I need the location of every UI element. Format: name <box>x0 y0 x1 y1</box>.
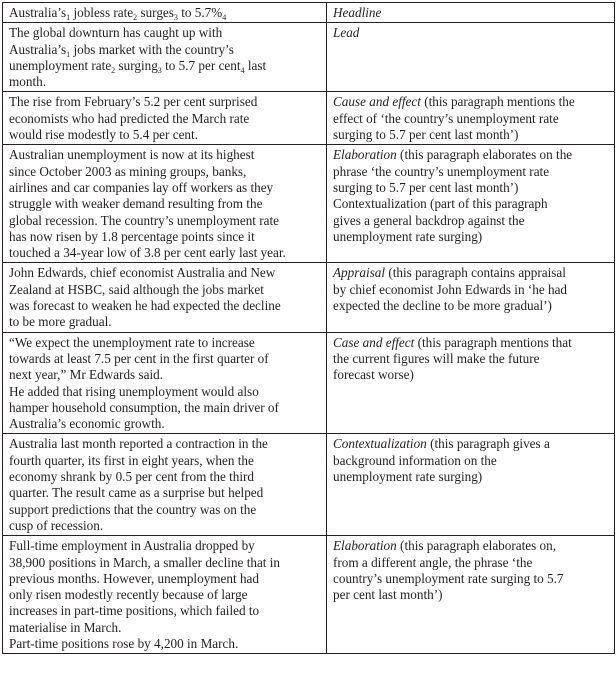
table-row <box>3 145 615 263</box>
analysis-text: the current figures will make the future <box>333 350 540 366</box>
analysis-text: (this paragraph elaborates on, <box>396 538 557 554</box>
move-label: Contextualization <box>333 436 427 452</box>
lead-label-cell <box>327 23 615 92</box>
analysis-line <box>333 367 608 383</box>
paragraph-text-cell <box>3 536 327 654</box>
analysis-line <box>333 164 608 180</box>
analysis-line <box>333 127 608 143</box>
move-label: Lead <box>333 25 360 41</box>
analysis-text: (this paragraph gives a <box>426 436 550 452</box>
analysis-cell <box>327 263 615 332</box>
analysis-line <box>333 196 608 212</box>
paragraph-line: touched a 34-year low of 3.8 per cent early last year. <box>9 245 286 261</box>
paragraph-line: Zealand at HSBC, said although the jobs market <box>9 281 264 297</box>
analysis-cell <box>327 92 615 145</box>
analysis-text: forecast worse) <box>333 367 414 383</box>
paragraph-line: only risen modestly recently because of large <box>9 587 248 603</box>
paragraph-line: fourth quarter, its first in eight years, when the <box>9 452 254 468</box>
paragraph-line: struggle with weaker demand resulting from the <box>9 196 263 212</box>
analysis-text: (this paragraph mentions the <box>420 94 575 110</box>
analysis-text: by chief economist John Edwards in ‘he had <box>333 281 568 297</box>
analysis-text: (this paragraph contains appraisal <box>385 265 566 281</box>
paragraph-line: Australian unemployment is now at its highest <box>9 147 255 163</box>
table-row <box>3 263 615 332</box>
discourse-analysis-table <box>2 2 615 654</box>
headline-text: $Australia’s_1$ jobless rate$_2$ surges$_3$ to $5.7\%_4$ <box>9 5 227 22</box>
table-row <box>3 434 615 536</box>
paragraph-line: would rise modestly to 5.4 per cent. <box>9 127 198 143</box>
analysis-text: background information on the <box>333 452 497 468</box>
paragraph-line: previous months. However, unemployment had <box>9 570 259 586</box>
analysis-line <box>333 453 608 469</box>
paragraph-line: support predictions that the country was on the <box>9 501 257 517</box>
paragraph-line: Part-time positions rose by 4,200 in March. <box>9 635 239 651</box>
analysis-text: per cent last month’) <box>333 587 443 603</box>
table-row-headline <box>3 3 615 23</box>
analysis-text: surging to 5.7 per cent last month’) <box>333 127 519 143</box>
analysis-line <box>333 180 608 196</box>
analysis-line <box>333 282 608 298</box>
move-label: Cause and effect <box>333 94 421 110</box>
paragraph-line: cusp of recession. <box>9 517 104 533</box>
paragraph-text-cell <box>3 92 327 145</box>
paragraph-line: to be more gradual. <box>9 314 112 330</box>
paragraph-line: “We expect the unemployment rate to increase <box>9 334 255 350</box>
analysis-cell <box>327 434 615 536</box>
paragraph-line: economy shrank by 0.5 per cent from the third <box>9 469 254 485</box>
move-label: Case and effect <box>333 334 415 350</box>
analysis-text: surging to 5.7 per cent last month’) <box>333 179 519 195</box>
paragraph-line: global recession. The country’s unemployment rate <box>9 212 280 228</box>
paragraph-line: Australia last month reported a contraction in the <box>9 436 268 452</box>
analysis-line <box>333 335 608 351</box>
analysis-text: effect of ‘the country’s unemployment rate <box>333 110 559 126</box>
lead-line: The global downturn has caught up with <box>9 25 223 41</box>
analysis-text: unemployment rate surging) <box>333 469 483 485</box>
move-label: Elaboration <box>333 538 397 554</box>
analysis-cell <box>327 332 615 434</box>
lead-line: unemployment rate$_2$ surging$_3$ to 5.7 per cent$_4$ last <box>9 57 267 75</box>
analysis-line <box>333 213 608 229</box>
analysis-line <box>333 111 608 127</box>
analysis-line <box>333 229 608 245</box>
table-row-lead <box>3 23 615 92</box>
paragraph-line: increases in part-time positions, which failed to <box>9 603 260 619</box>
analysis-text: (this paragraph mentions that <box>414 334 572 350</box>
paragraph-line: was forecast to weaken he had expected the decline <box>9 298 281 314</box>
analysis-cell <box>327 145 615 263</box>
paragraph-text-cell <box>3 434 327 536</box>
move-label: Appraisal <box>333 265 386 281</box>
headline-label-cell <box>327 3 615 23</box>
analysis-line <box>333 94 608 110</box>
analysis-line <box>333 265 608 281</box>
analysis-text: (this paragraph elaborates on the <box>396 147 573 163</box>
paragraph-line: towards at least 7.5 per cent in the first quarter of <box>9 350 269 366</box>
paragraph-text-cell <box>3 332 327 434</box>
paragraph-line: airlines and car companies lay off workers as they <box>9 179 274 195</box>
lead-line: month. <box>9 74 46 90</box>
paragraph-text-cell <box>3 263 327 332</box>
analysis-line <box>333 571 608 587</box>
move-label: Headline <box>333 5 382 20</box>
analysis-line <box>333 436 608 452</box>
paragraph-line: economists who had predicted the March rate <box>9 110 250 126</box>
paragraph-line: hamper household consumption, the main driver of <box>9 399 279 415</box>
analysis-text: unemployment rate surging) <box>333 228 483 244</box>
analysis-line <box>333 538 608 554</box>
analysis-cell <box>327 536 615 654</box>
table-row <box>3 332 615 434</box>
analysis-text: from a different angle, the phrase ‘the <box>333 554 533 570</box>
paragraph-line: materialise in March. <box>9 619 122 635</box>
paragraph-line: since October 2003 as mining groups, banks, <box>9 163 247 179</box>
analysis-text: phrase ‘the country’s unemployment rate <box>333 163 550 179</box>
headline-text-cell <box>3 3 327 23</box>
paragraph-line: has now risen by 1.8 percentage points since it <box>9 228 255 244</box>
paragraph-line: Australia’s economic growth. <box>9 416 165 432</box>
paragraph-line: Full-time employment in Australia dropped by <box>9 538 255 554</box>
lead-text-cell <box>3 23 327 92</box>
table-row <box>3 92 615 145</box>
paragraph-line: He added that rising unemployment would also <box>9 383 259 399</box>
analysis-text: gives a general backdrop against the <box>333 212 525 228</box>
analysis-line <box>333 351 608 367</box>
analysis-line <box>333 555 608 571</box>
paragraph-line: The rise from February’s 5.2 per cent surprised <box>9 94 258 110</box>
table-row <box>3 536 615 654</box>
analysis-text: Contextualization (part of this paragraph <box>333 196 548 212</box>
paragraph-line: 38,900 positions in March, a smaller decline that in <box>9 554 281 570</box>
analysis-line <box>333 587 608 603</box>
analysis-line <box>333 469 608 485</box>
paragraph-text-cell <box>3 145 327 263</box>
paragraph-line: next year,” Mr Edwards said. <box>9 367 164 383</box>
analysis-text: country’s unemployment rate surging to 5.7 <box>333 570 564 586</box>
paragraph-line: John Edwards, chief economist Australia and New <box>9 265 276 281</box>
move-label: Elaboration <box>333 147 397 163</box>
analysis-line <box>333 147 608 163</box>
analysis-text: expected the decline to be more gradual’) <box>333 298 552 314</box>
paragraph-line: quarter. The result came as a surprise but helped <box>9 485 264 501</box>
lead-line: $Australia’s_1$ jobs market with the country’s <box>9 41 234 59</box>
analysis-line <box>333 298 608 314</box>
